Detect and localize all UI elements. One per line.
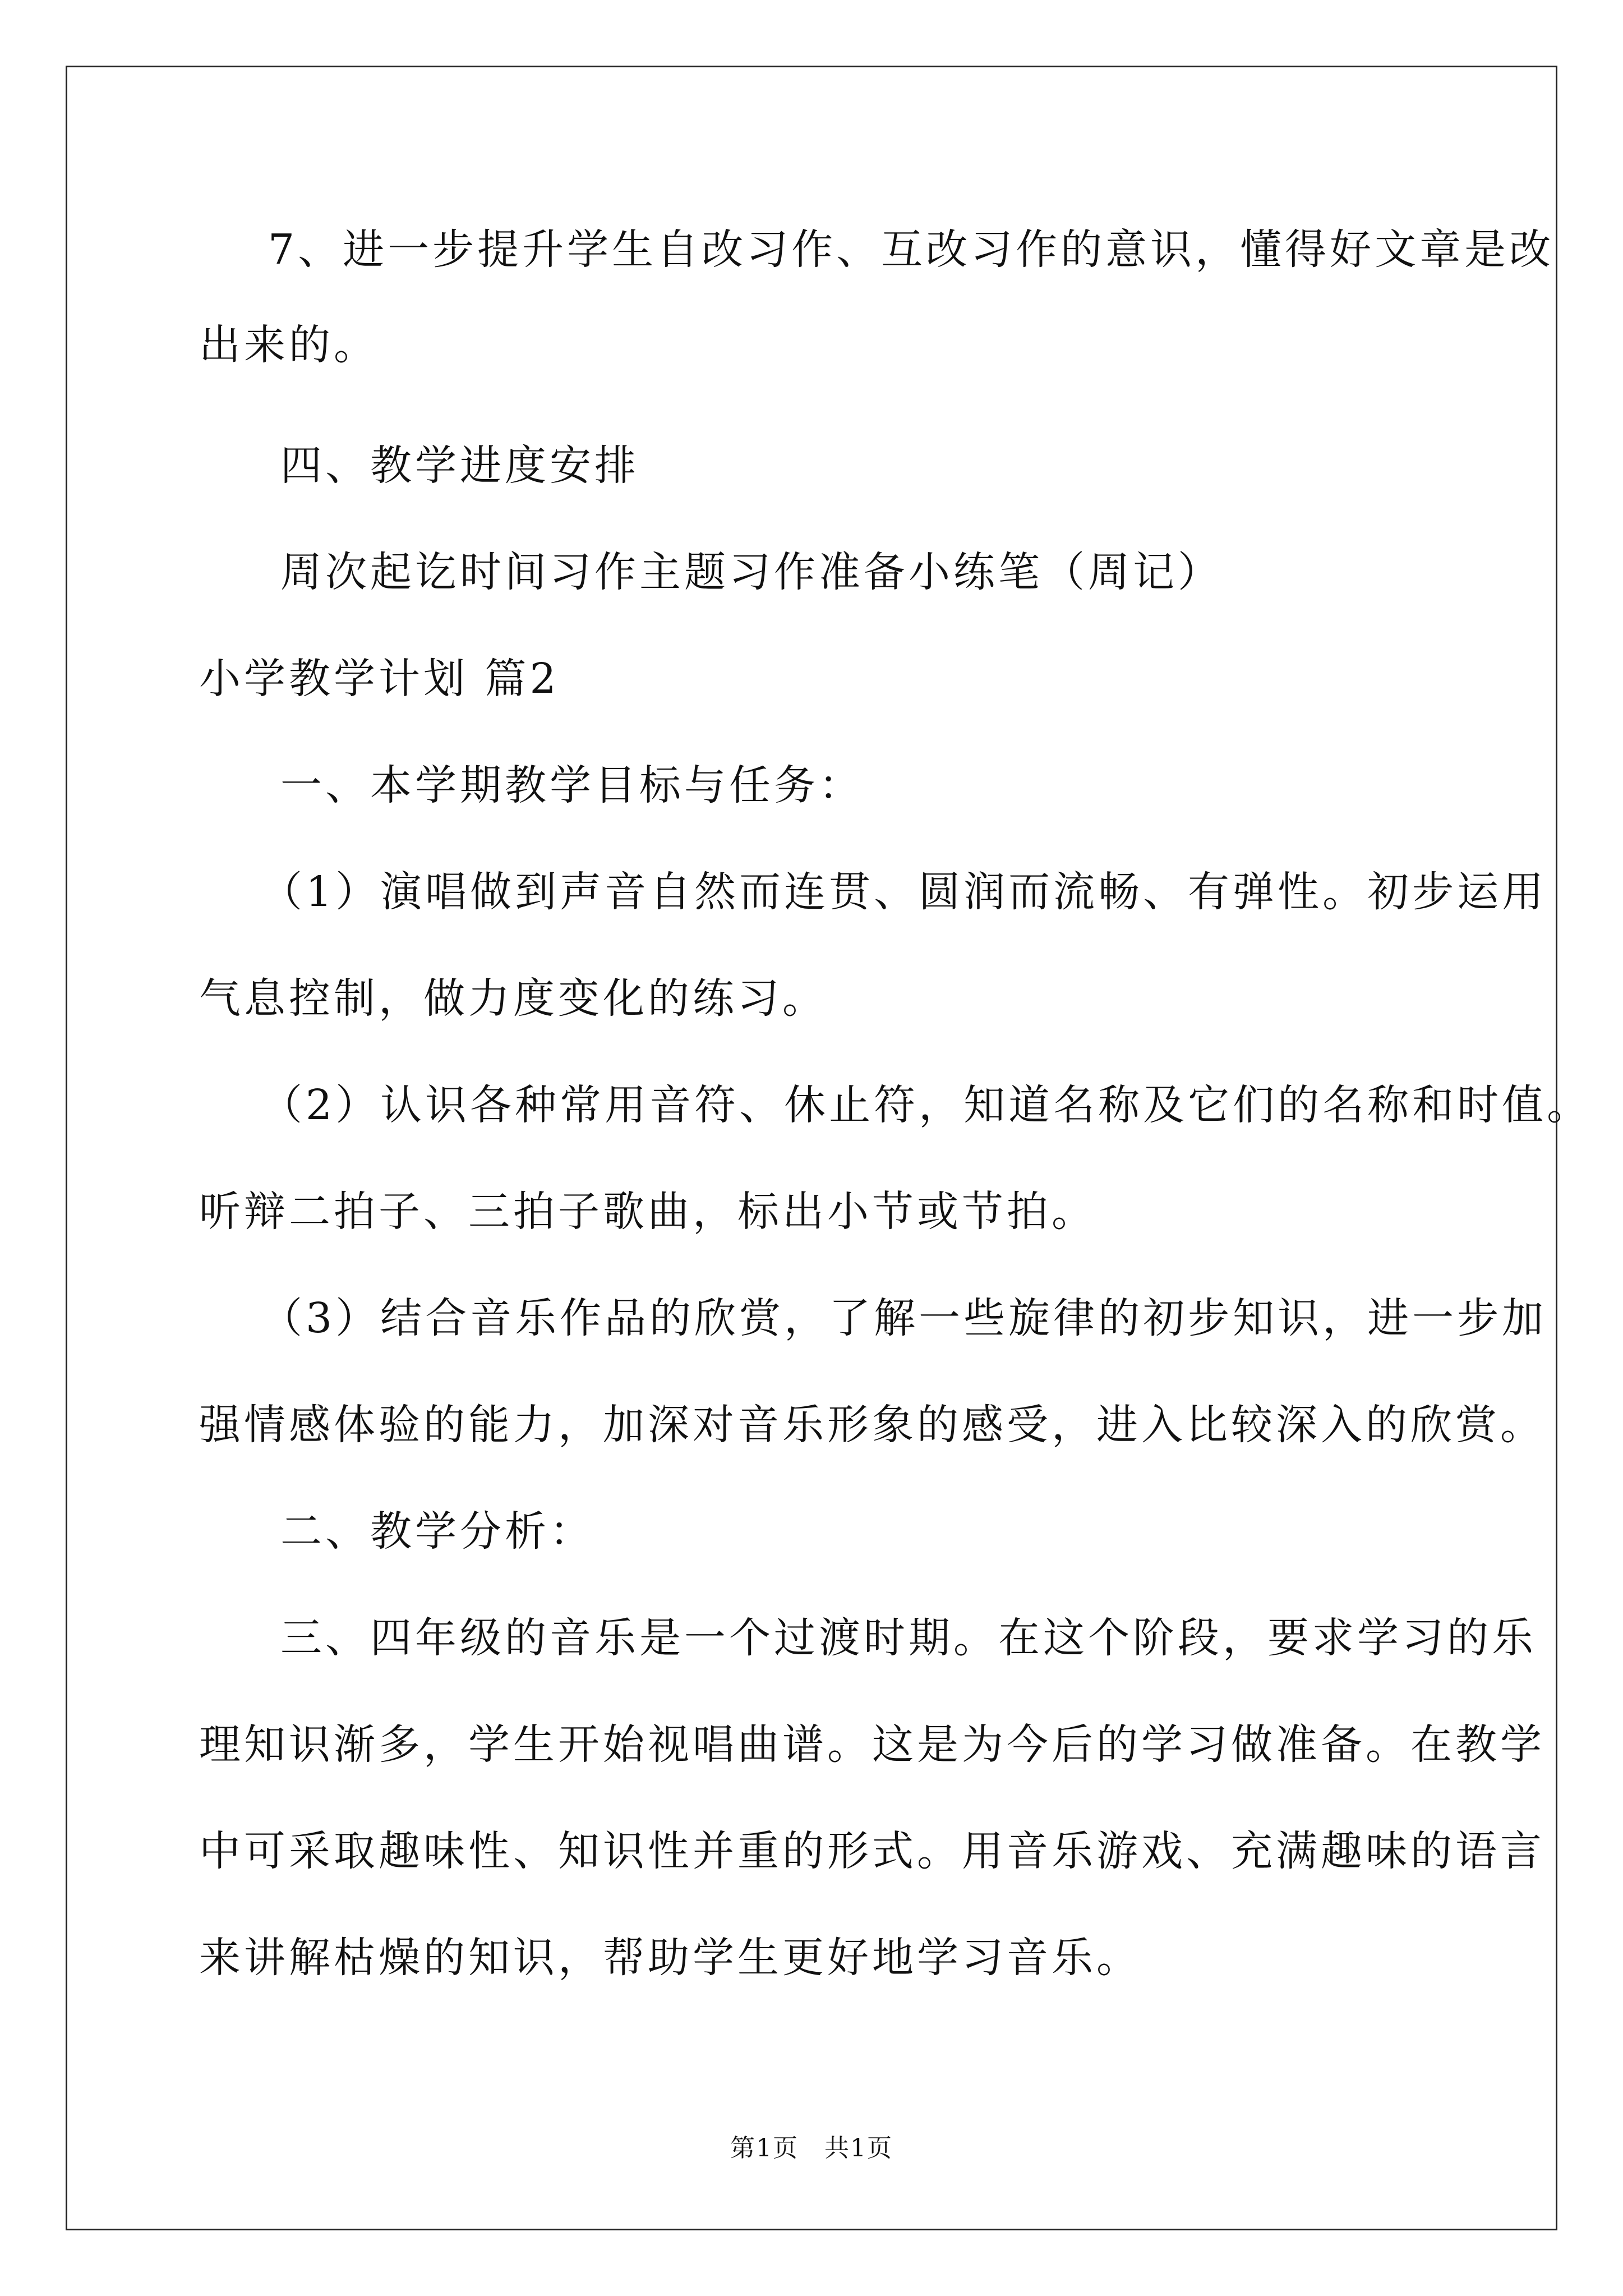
page-border [66,66,1557,2230]
paragraph-line: 来讲解枯燥的知识，帮助学生更好地学习音乐。 [199,1934,1141,1982]
paragraph-line: 听辩二拍子、三拍子歌曲，标出小节或节拍。 [199,1188,1096,1236]
paragraph-line: （3）结合音乐作品的欣赏，了解一些旋律的初步知识，进一步加 [261,1294,1547,1342]
paragraph-line: 强情感体验的能力，加深对音乐形象的感受，进入比较深入的欣赏。 [199,1401,1545,1449]
paragraph-line: 周次起讫时间习作主题习作准备小练笔（周记） [280,548,1223,596]
paragraph-line: 中可采取趣味性、知识性并重的形式。用音乐游戏、充满趣味的语言 [199,1827,1545,1875]
paragraph-line: 出来的。 [199,321,379,369]
document-title: 小学教学计划 篇2 [199,655,560,703]
paragraph-line: 三、四年级的音乐是一个过渡时期。在这个阶段，要求学习的乐 [280,1614,1537,1662]
paragraph-line: 7、进一步提升学生自改习作、互改习作的意识，懂得好文章是改 [268,226,1555,274]
paragraph-line: （2）认识各种常用音符、休止符，知道名称及它们的名称和时值。 [261,1081,1592,1129]
section-heading: 一、本学期教学目标与任务： [280,761,864,809]
section-heading: 四、教学进度安排 [280,441,639,490]
paragraph-line: 气息控制，做力度变化的练习。 [199,974,827,1023]
paragraph-line: （1）演唱做到声音自然而连贯、圆润而流畅、有弹性。初步运用 [261,868,1547,916]
page-footer: 第1页 共1页 [730,2134,893,2162]
section-heading: 二、教学分析： [280,1507,594,1556]
paragraph-line: 理知识渐多，学生开始视唱曲谱。这是为今后的学习做准备。在教学 [199,1720,1545,1769]
